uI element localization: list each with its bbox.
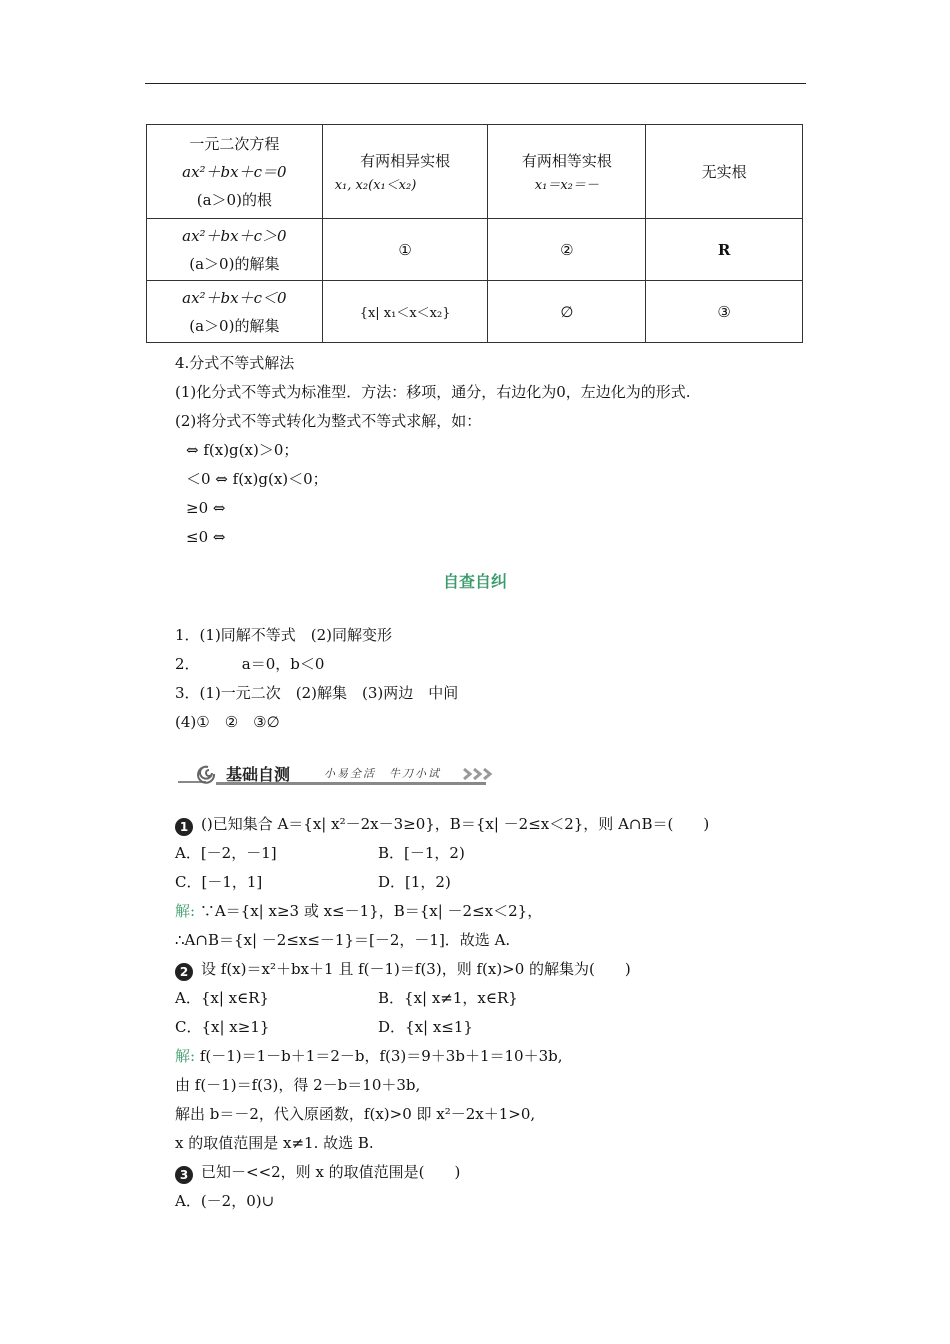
solution-line: ∴A∩B＝{x| －2≤x≤－1}＝[－2，－1]．故选 A.	[175, 931, 511, 949]
solution-table	[146, 124, 803, 343]
question-stem: 1 ()已知集合 A＝{x| x²－2x－3≥0}，B＝{x| －2≤x＜2}，则 A∩B＝( )	[175, 813, 709, 836]
option-c: C．{x| x≥1}	[175, 1018, 270, 1036]
solution-line: 解出 b＝－2，代入原函数，f(x)>0 即 x²－2x＋1>0,	[175, 1105, 536, 1123]
solution-line: 由 f(－1)＝f(3)，得 2－b＝10＋3b,	[175, 1076, 421, 1094]
formula-line: ≤0 ⇔	[186, 528, 226, 546]
banner-subtitle: 小易全活 牛刀小试	[324, 767, 441, 780]
option-c: C．[－1，1]	[175, 873, 263, 891]
self-check-title: 自查自纠	[442, 572, 507, 591]
option-b: B．{x| x≠1，x∈R}	[378, 989, 518, 1007]
table-cell: {x| x₁＜x＜x₂}	[322, 281, 488, 343]
formula-line: ⇔ f(x)g(x)＞0；	[186, 441, 299, 459]
option-a: A．[－2，－1]	[175, 844, 277, 862]
table-cell: ②	[488, 219, 646, 281]
chevrons-icon	[462, 768, 496, 780]
question-number-badge: 3	[175, 1166, 193, 1184]
section-banner	[176, 760, 506, 788]
answer-line: (4)① ② ③∅	[175, 713, 280, 731]
text-line: (1)化分式不等式为标准型．方法：移项，通分，右边化为0，左边化为的形式.	[175, 383, 691, 401]
table-header-cell: 一元二次方程 ax²＋bx＋c＝0 (a＞0)的根	[147, 125, 323, 219]
option-b: B．[－1，2)	[378, 844, 465, 862]
table-header-cell: ax²＋bx＋c＜0 (a＞0)的解集	[147, 281, 323, 343]
option-d: D．[1，2)	[378, 873, 451, 891]
solution-line: x 的取值范围是 x≠1. 故选 B.	[175, 1134, 374, 1152]
formula-line: ≥0 ⇔	[186, 499, 226, 517]
section-title: 4.分式不等式解法	[175, 354, 295, 372]
table-header-cell: ax²＋bx＋c＞0 (a＞0)的解集	[147, 219, 323, 281]
table-cell: R	[646, 219, 803, 281]
question-number-badge: 1	[175, 818, 193, 836]
option-d: D．{x| x≤1}	[378, 1018, 473, 1036]
option-a: A．{x| x∈R}	[175, 989, 270, 1007]
table-row	[147, 125, 803, 219]
answer-line: 3．(1)一元二次 (2)解集 (3)两边 中间	[175, 684, 459, 702]
formula-line: ＜0 ⇔ f(x)g(x)＜0；	[186, 470, 328, 488]
header-rule	[145, 83, 806, 84]
question-stem: 3 已知－<<2，则 x 的取值范围是( )	[175, 1161, 460, 1184]
table-row	[147, 281, 803, 343]
option-a: A．(－2，0)∪	[175, 1192, 275, 1210]
banner-title: 基础自测	[226, 765, 291, 784]
solution-line: 解: ∵A＝{x| x≥3 或 x≤－1}，B＝{x| －2≤x＜2}，	[175, 902, 543, 920]
table-cell: 有两相异实根 x₁, x₂(x₁＜x₂)	[322, 125, 488, 219]
question-number-badge: 2	[175, 963, 193, 981]
table-cell: 有两相等实根 x₁＝x₂＝－	[488, 125, 646, 219]
text-line: (2)将分式不等式转化为整式不等式求解，如：	[175, 412, 482, 430]
table-cell: ∅	[488, 281, 646, 343]
answer-line: 2． a＝0，b＜0	[175, 655, 325, 673]
table-row	[147, 219, 803, 281]
table-cell: ③	[646, 281, 803, 343]
table-cell: 无实根	[646, 125, 803, 219]
solution-line: 解: f(－1)＝1－b＋1＝2－b，f(3)＝9＋3b＋1＝10＋3b,	[175, 1047, 563, 1065]
question-stem: 2 设 f(x)＝x²＋bx＋1 且 f(－1)＝f(3)，则 f(x)>0 的解集为( )	[175, 958, 631, 981]
answer-line: 1．(1)同解不等式 (2)同解变形	[175, 626, 393, 644]
table-cell: ①	[322, 219, 488, 281]
